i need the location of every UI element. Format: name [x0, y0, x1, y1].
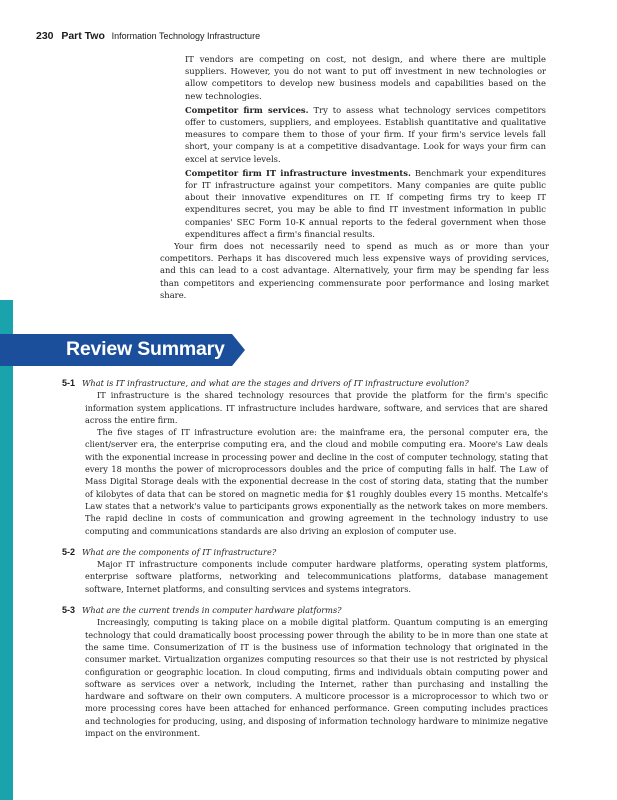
review-item-5-1 — [62, 377, 548, 537]
body-text-top — [160, 53, 549, 301]
review-question-line — [62, 377, 548, 389]
running-head — [36, 30, 260, 42]
review-answer: The five stages of IT infrastructure evolution are: the mainframe era, the personal computer era, the client/server era, the enterprise computing era, and the cloud and mobile computing era. Moore's Law deals with the exponential increase in processing power and decline in the cost of computer technology, stating that every 18 months the power of microprocessors doubles and the price of computing falls in half. The Law of Mass Digital Storage deals with the exponential decrease in the cost of storing data, stating that the number of kilobytes of data that can be stored on magnetic media for $1 roughly doubles every 15 months. Metcalfe's Law states that a network's value to participants grows exponentially as the network takes on more members. The rapid decline in costs of communication and growing agreement in the technology industry to use computing and communications standards are also driving an explosion of computer use. — [85, 427, 548, 536]
paragraph-competitor-services — [185, 104, 546, 165]
review-item-5-2 — [62, 546, 548, 595]
review-item-number: 5-1 — [62, 378, 76, 388]
paragraph-competitor-investments — [185, 167, 546, 240]
review-question: What are the current trends in computer hardware platforms? — [82, 605, 342, 616]
review-summary-list — [62, 377, 548, 748]
review-question-line — [62, 604, 548, 616]
sidebar-color-bar — [0, 300, 13, 800]
body-competitor-investments: Benchmark your expenditures for IT infrastructure against your competitors. Many companies are quite public about their innovative expenditures on IT. If competing firms try to keep IT expenditures secret, you may be able to find IT investment information in public companies' SEC Form 10-K annual reports to the federal government when those expenditures affect a firm's financial results. — [185, 167, 546, 239]
review-item-5-3 — [62, 604, 548, 739]
paragraph-vendors: IT vendors are competing on cost, not design, and where there are multiple suppliers. However, you do not want to put off investment in new technologies or allow competitors to develop new business models and capabilities based on the new technologies. — [185, 54, 546, 101]
part-label: Part Two — [61, 30, 105, 42]
paragraph-spending: Your firm does not necessarily need to spend as much as or more than your competitors. Perhaps it has discovered much less expensive ways of providing services, and this can lead to a cost advantage. Alternatively, your firm may be spending far less than competitors and experiencing commensurate poor performance and losing market share. — [160, 241, 549, 300]
lead-competitor-services: Competitor firm services. — [185, 104, 309, 115]
review-summary-banner — [0, 334, 245, 366]
review-item-number: 5-3 — [62, 605, 76, 616]
review-answer: Major IT infrastructure components include computer hardware platforms, operating system platforms, enterprise software platforms, networking and telecommunications platforms, database management software, Internet platforms, and consulting services and systems integrators. — [85, 559, 548, 594]
review-question: What is IT infrastructure, and what are the stages and drivers of IT infrastructure evolution? — [82, 378, 469, 388]
bullet-list — [171, 53, 546, 240]
review-answer: IT infrastructure is the shared technology resources that provide the platform for the firm's specific information system applications. IT infrastructure includes hardware, software, and services that are shared across the entire firm. — [85, 390, 548, 425]
part-subtitle: Information Technology Infrastructure — [111, 31, 261, 41]
page-number: 230 — [36, 30, 54, 42]
review-item-number: 5-2 — [62, 546, 76, 557]
lead-competitor-investments: Competitor firm IT infrastructure investments. — [185, 167, 411, 178]
review-answer: Increasingly, computing is taking place on a mobile digital platform. Quantum computing is an emerging technology that could dramatically boost processing power through the ability to be in more than one state at the same time. Consumerization of IT is the business use of information technology that originated in the consumer market. Virtualization organizes computing resources so that their use is not restricted by physical configuration or geographic location. In cloud computing, firms and individuals obtain computing power and software as services over a network, including the Internet, rather than purchasing and installing the hardware and software on their own computers. A multicore processor is a microprocessor to which two or more processing cores have been attached for enhanced performance. Green computing includes practices and technologies for producing, using, and disposing of information technology hardware to minimize negative impact on the environment. — [85, 617, 548, 739]
body-competitor-services: Try to assess what technology services competitors offer to customers, suppliers, and employees. Establish quantitative and qualitative measures to compare them to those of your firm. If your firm's service levels fall short, your company is at a competitive disadvantage. Look for ways your firm can excel at service levels. — [185, 104, 546, 164]
review-question: What are the components of IT infrastructure? — [82, 546, 277, 557]
review-question-line — [62, 546, 548, 558]
review-summary-title: Review Summary — [66, 338, 225, 360]
